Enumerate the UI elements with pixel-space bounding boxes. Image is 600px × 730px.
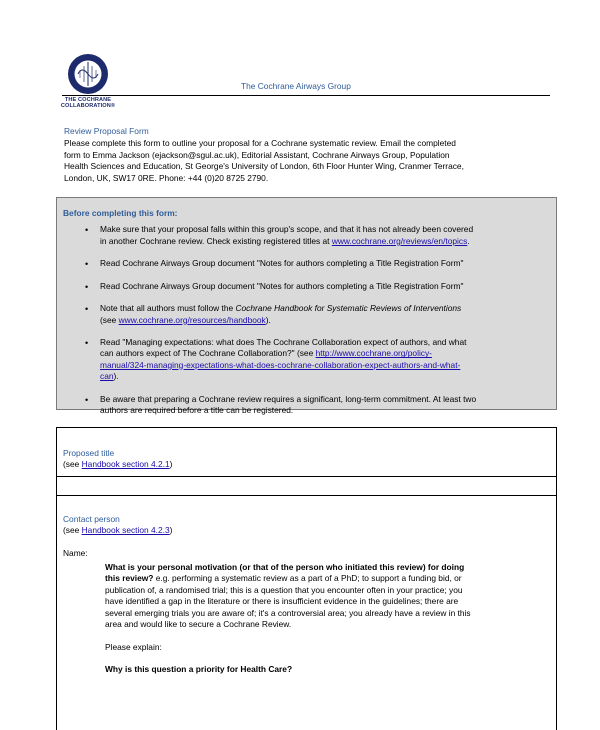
- proposed-title-cell[interactable]: [63, 448, 551, 471]
- list-item-text: Be aware that preparing a Cochrane review requires a significant, long-term commitment. At least two: [100, 393, 477, 404]
- proposal-form-table: [56, 427, 557, 730]
- list-item-text: Read Cochrane Airways Group document "Notes for authors completing a Title Registration Form": [100, 280, 464, 291]
- reviews-topics-link[interactable]: www.cochrane.org/reviews/en/topics: [331, 235, 468, 246]
- punctuation: .: [467, 235, 470, 246]
- list-item-text: authors are required before a title can be registered.: [100, 405, 294, 416]
- list-item: [63, 258, 548, 269]
- bullet-icon: •: [85, 259, 89, 270]
- intro-line: Health Sciences and Education, St George's University of London, 6th Floor Hunter Wing, Cranmer Terrace,: [64, 161, 464, 172]
- intro-section: [64, 126, 544, 184]
- logo-text-line-2: COLLABORATION®: [60, 102, 116, 109]
- contact-person-cell[interactable]: [63, 514, 551, 559]
- list-item: [63, 394, 548, 417]
- reference-prefix: (see: [63, 459, 82, 470]
- handbook-title: Cochrane Handbook for Systematic Reviews of Interventions: [235, 303, 462, 314]
- list-item-text: [100, 348, 548, 359]
- intro-text: [64, 138, 544, 184]
- bullet-icon: •: [85, 394, 89, 405]
- name-label: Name:: [63, 547, 88, 558]
- handbook-section-link[interactable]: Handbook section 4.2.3: [81, 525, 170, 536]
- list-item-text-span: (see: [100, 314, 119, 325]
- motivation-section[interactable]: [105, 562, 545, 686]
- list-item-text: [100, 315, 548, 326]
- form-heading: Review Proposal Form: [64, 126, 149, 136]
- bullet-icon: •: [85, 304, 89, 315]
- proposed-title-heading: Proposed title: [63, 448, 115, 458]
- list-item: [63, 337, 548, 383]
- instruction-list: [63, 224, 548, 416]
- list-item: [63, 281, 548, 292]
- list-item-text: Read Cochrane Airways Group document "Notes for authors completing a Title Registration Form": [100, 258, 464, 269]
- list-item-text: Make sure that your proposal falls within this group's scope, and that it has not already been covered: [100, 224, 474, 235]
- contact-person-heading: Contact person: [63, 514, 120, 524]
- priority-question: [105, 664, 545, 675]
- list-item-text: [100, 303, 548, 314]
- header-divider: [62, 95, 550, 96]
- intro-line: Please complete this form to outline your proposal for a Cochrane systematic review. Email the completed: [64, 138, 456, 149]
- bullet-icon: •: [85, 337, 89, 348]
- reference-suffix: ): [169, 459, 173, 470]
- motivation-question-bold: this review?: [105, 573, 154, 584]
- logo-text-line-1: THE COCHRANE: [64, 97, 112, 103]
- policy-manual-link[interactable]: can: [100, 371, 114, 382]
- motivation-text: e.g. performing a systematic review as a part of a PhD; to support a funding bid, or: [153, 573, 462, 584]
- policy-manual-link[interactable]: manual/324-managing-expectations-what-does-cochrane-collaboration-expect-authors-and-what-: [100, 359, 461, 370]
- list-item-text: [100, 360, 548, 371]
- please-explain-label: Please explain:: [105, 641, 162, 652]
- policy-manual-link[interactable]: http://www.cochrane.org/policy-: [315, 348, 432, 359]
- before-completing-heading: Before completing this form:: [63, 208, 178, 218]
- motivation-question-bold: What is your personal motivation (or that of the person who initiated this review) for doing: [105, 562, 465, 572]
- list-item: [63, 224, 548, 247]
- reference-suffix: ): [169, 525, 173, 536]
- bullet-icon: •: [85, 281, 89, 292]
- group-title: The Cochrane Airways Group: [241, 81, 351, 91]
- motivation-text: several emerging trials you are aware of; it's a controversial area; you already have a review in this: [105, 607, 471, 618]
- priority-question-bold: Why is this question a priority for Health Care?: [105, 663, 293, 674]
- row-divider: [57, 476, 556, 477]
- reference-prefix: (see: [63, 525, 82, 536]
- before-completing-box: [56, 197, 557, 416]
- list-item-text: Read "Managing expectations: what does The Cochrane Collaboration expect of authors, and what: [100, 336, 467, 347]
- list-item-text-span: Note that all authors must follow the: [100, 303, 236, 314]
- row-divider: [57, 495, 556, 496]
- handbook-section-link[interactable]: Handbook section 4.2.1: [81, 459, 170, 470]
- motivation-text: publication of, a randomised trial; this is a question that you encounter often in your practice; you: [105, 584, 463, 595]
- bullet-icon: •: [85, 225, 89, 236]
- intro-line: form to Emma Jackson (ejackson@sgul.ac.uk), Editorial Assistant, Cochrane Airways Group, Population: [64, 149, 450, 160]
- handbook-link[interactable]: www.cochrane.org/resources/handbook: [118, 314, 266, 325]
- punctuation: ).: [113, 371, 119, 382]
- list-item-text: [100, 236, 548, 247]
- motivation-text: have identified a gap in the literature or there is insufficient evidence in the guidelines; there are: [105, 596, 459, 607]
- punctuation: ).: [265, 314, 271, 325]
- cochrane-logo-icon: [66, 52, 110, 96]
- intro-line: London, UK, SW17 0RE. Phone: +44 (0)20 8725 2790.: [64, 172, 269, 183]
- motivation-question: [105, 562, 545, 631]
- handbook-reference: [63, 459, 551, 470]
- motivation-text: area and would like to secure a Cochrane Review.: [105, 619, 292, 630]
- list-item-text-span: can authors expect of The Cochrane Collaboration?" (see: [100, 348, 316, 359]
- handbook-reference: [63, 525, 551, 536]
- list-item: [63, 303, 548, 326]
- list-item-text-span: in another Cochrane review. Check existing registered titles at: [100, 235, 332, 246]
- cochrane-logo: [58, 52, 118, 114]
- list-item-text: [100, 371, 548, 382]
